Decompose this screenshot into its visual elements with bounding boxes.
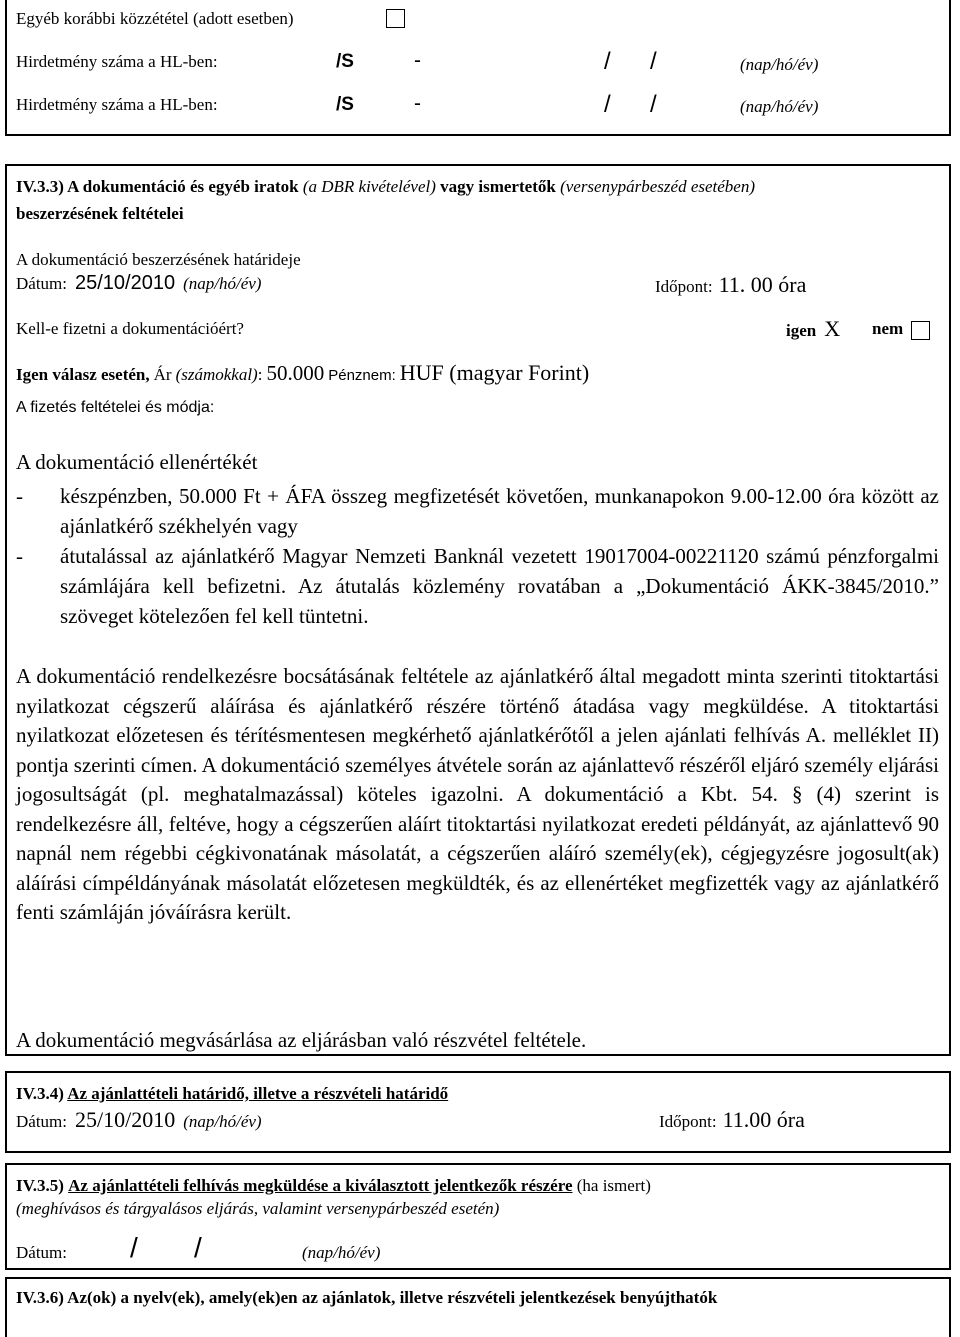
list-item: - átutalással az ajánlatkérő Magyar Nemzeti Banknál vezetett 19017004-00221120 számú pénzforgalmi számlájára kell befizetni. Az átutalás közlemény rovatában a „Dokumentáció ÁKK-3845/2010.” szöveget kötelezően fel kell tüntetni. xyxy=(16,544,939,628)
notice-slash-b-2: / xyxy=(650,91,657,118)
deadline-date-row xyxy=(16,272,261,295)
date-hint: (nap/hó/év) xyxy=(183,274,262,293)
date-hint: (nap/hó/év) xyxy=(302,1243,381,1262)
other-publication-row xyxy=(16,9,294,29)
deadline-label: A dokumentáció beszerzésének határideje xyxy=(16,250,301,269)
date-value: 25/10/2010 xyxy=(75,1107,176,1132)
no-checkbox[interactable] xyxy=(911,321,930,340)
notice-dash-1: - xyxy=(414,49,421,72)
yes-checkbox-mark[interactable]: X xyxy=(824,316,841,341)
section-iv-3-3-box xyxy=(5,164,951,1056)
notice-prefix-2: /S xyxy=(336,94,354,115)
payment-terms-label: A fizetés feltételei és módja: xyxy=(16,399,215,416)
previous-publication-box xyxy=(5,0,951,136)
payment-methods-list xyxy=(16,481,939,541)
consideration-heading: A dokumentáció ellenértékét xyxy=(16,450,258,474)
date-slash-b: / xyxy=(194,1232,202,1263)
section-title: IV.3.6) Az(ok) a nyelv(ek), amely(ek)en az ajánlatok, illetve részvételi jelentkezések benyújthatók xyxy=(16,1288,718,1307)
currency-value: HUF (magyar Forint) xyxy=(399,360,590,385)
submission-date-row: Dátum: 25/10/2010 (nap/hó/év) xyxy=(16,1107,262,1132)
availability-paragraph: A dokumentáció rendelkezésre bocsátásának feltétele az ajánlatkérő által megadott minta szerinti titoktartási nyilatkozat cégszerű aláírása és ajánlatkérő részére történő átadása vagy megküldése. A titoktartási nyilatkozat előzetesen és térítésmentesen megkérhető ajánlatkérőtől a jelen ajánlati felhívás A. melléklet II) pontja szerinti címen. A dokumentáció személyes átvétele során az ajánlattevő részéről eljáró személy eljárási jogosultságát (pl. meghatalmazással) köteles igazolni. A dokumentáció a Kbt. 54. § (4) szerint is rendelkezésre áll, feltéve, hogy a cégszerűen aláírt titoktartási nyilatkozat eredeti példányát, az ajánlattevő 90 napnál nem régebbi cégkivonatának másolatát, a cégszerűen aláíró személy(ek), cégjegyzésre jogosult(ak) aláírási címpéldányának másolatát előzetesen megküldték, és az ellenértéket megfizették vagy az ajánlatkérő fenti számláján jóváírásra került. xyxy=(16,664,939,924)
section-iv-3-4-box xyxy=(5,1071,951,1153)
deadline-time-row xyxy=(655,272,806,298)
no-label: nem xyxy=(872,319,904,338)
price-row: Igen válasz esetén, Ár (számokkal): 50.000 Pénznem: HUF (magyar Forint) xyxy=(16,360,590,385)
price-value: 50.000 xyxy=(266,361,325,385)
notice-slash-a-1: / xyxy=(604,48,611,75)
section-subtitle: (meghívásos és tárgyalásos eljárás, valamint versenypárbeszéd esetén) xyxy=(16,1199,500,1218)
list-item: - készpénzben, 50.000 Ft + ÁFA összeg megfizetését követően, munkanapokon 9.00-12.00 óra között az ajánlatkérő székhelyén vagy xyxy=(16,484,939,538)
notice-date-hint-2: (nap/hó/év) xyxy=(740,97,819,116)
date-slash-a: / xyxy=(130,1232,138,1263)
notice-dash-2: - xyxy=(414,92,421,115)
notice-prefix-1: /S xyxy=(336,51,354,72)
notice-slash-b-1: / xyxy=(650,48,657,75)
date-label: Dátum: xyxy=(16,274,67,293)
date-label: Dátum: xyxy=(16,1243,67,1262)
section-iv-3-5-box xyxy=(5,1163,951,1270)
notice-slash-a-2: / xyxy=(604,91,611,118)
section-iv-3-6-box xyxy=(5,1277,951,1337)
notice-number-label-1: Hirdetmény száma a HL-ben: xyxy=(16,52,218,71)
other-publication-checkbox[interactable] xyxy=(386,9,405,28)
other-publication-hint: (adott esetben) xyxy=(193,9,294,28)
final-sentence: A dokumentáció megvásárlása az eljárásban való részvétel feltétele. xyxy=(16,1028,587,1052)
section-title: IV.3.5) Az ajánlattételi felhívás megküldése a kiválasztott jelentkezők részére (ha ismert) xyxy=(16,1176,651,1195)
time-label: Időpont: xyxy=(655,277,713,296)
notice-number-label-2: Hirdetmény száma a HL-ben: xyxy=(16,95,218,114)
payment-answer-yes: igen X xyxy=(786,316,841,341)
payment-question: Kell-e fizetni a dokumentációért? xyxy=(16,319,244,338)
time-value: 11. 00 óra xyxy=(718,272,807,297)
time-value: 11.00 óra xyxy=(722,1107,805,1132)
payment-methods-list-2 xyxy=(16,541,939,631)
section-title-line2: beszerzésének feltételei xyxy=(16,204,184,223)
date-value: 25/10/2010 xyxy=(75,272,176,294)
submission-time-row: Időpont: 11.00 óra xyxy=(659,1107,805,1132)
notice-date-hint-1: (nap/hó/év) xyxy=(740,55,819,74)
other-publication-label: Egyéb korábbi közzététel xyxy=(16,9,189,28)
section-title: IV.3.4) Az ajánlattételi határidő, illetve a részvételi határidő xyxy=(16,1084,449,1103)
section-title-line1: IV.3.3) A dokumentáció és egyéb iratok (a DBR kivételével) vagy ismertetők (versenypárbeszéd esetében) xyxy=(16,177,756,196)
